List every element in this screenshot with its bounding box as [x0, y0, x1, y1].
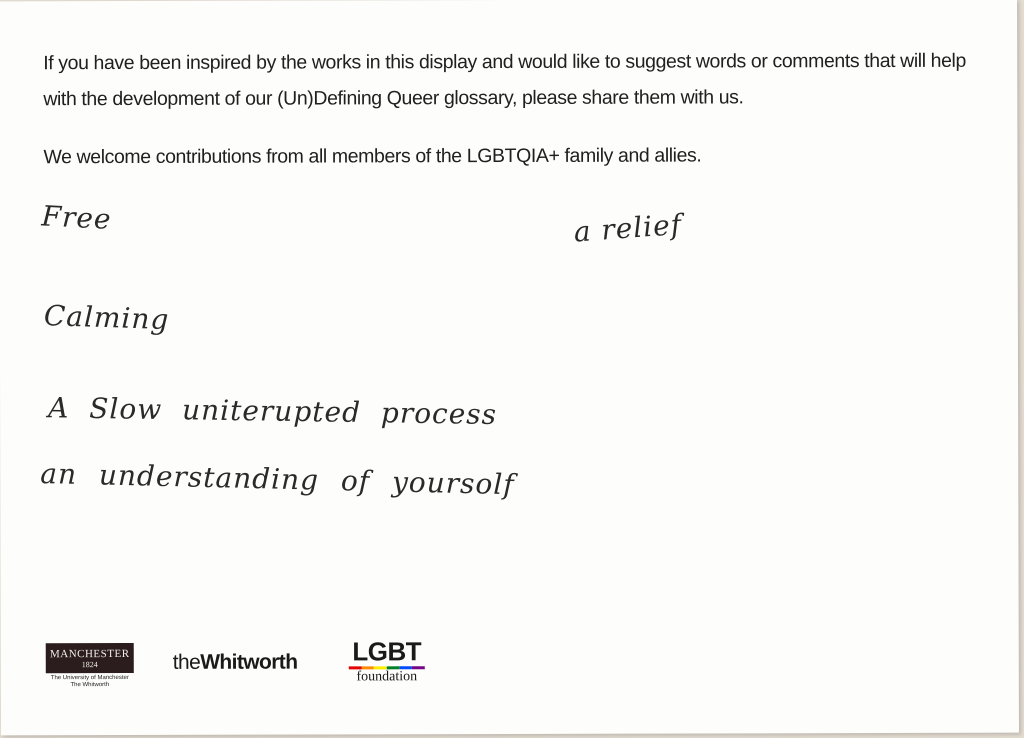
handwritten-comment: an understanding of yoursolf: [39, 457, 516, 502]
lgbt-foundation-logo: [347, 638, 427, 684]
prompt-paragraph: If you have been inspired by the works in this display and would like to suggest words or comments that will help with the development of our (Un)Defining Queer glossary, please share them with us.: [43, 49, 966, 111]
manchester-university-text: The University of Manchester: [50, 674, 129, 682]
handwritten-comment: Calming: [43, 299, 170, 337]
handwritten-comment: a relief: [572, 207, 684, 249]
handwritten-comment: A Slow uniterupted process: [47, 391, 498, 431]
whitworth-name: Whitworth: [200, 650, 298, 674]
whitworth-prefix: the: [172, 650, 201, 674]
whitworth-logo: [173, 651, 298, 675]
welcome-paragraph: We welcome contributions from all members of the LGBTQIA+ family and allies.: [43, 144, 702, 169]
manchester-whitworth-text: The Whitworth: [70, 682, 110, 689]
lgbt-word: LGBT: [352, 636, 422, 667]
handwritten-comment: Free: [40, 199, 113, 236]
manchester-logo-name: MANCHESTER: [49, 647, 130, 661]
lgbt-foundation-word: foundation: [356, 669, 418, 685]
manchester-logo-year: 1824: [81, 660, 98, 670]
